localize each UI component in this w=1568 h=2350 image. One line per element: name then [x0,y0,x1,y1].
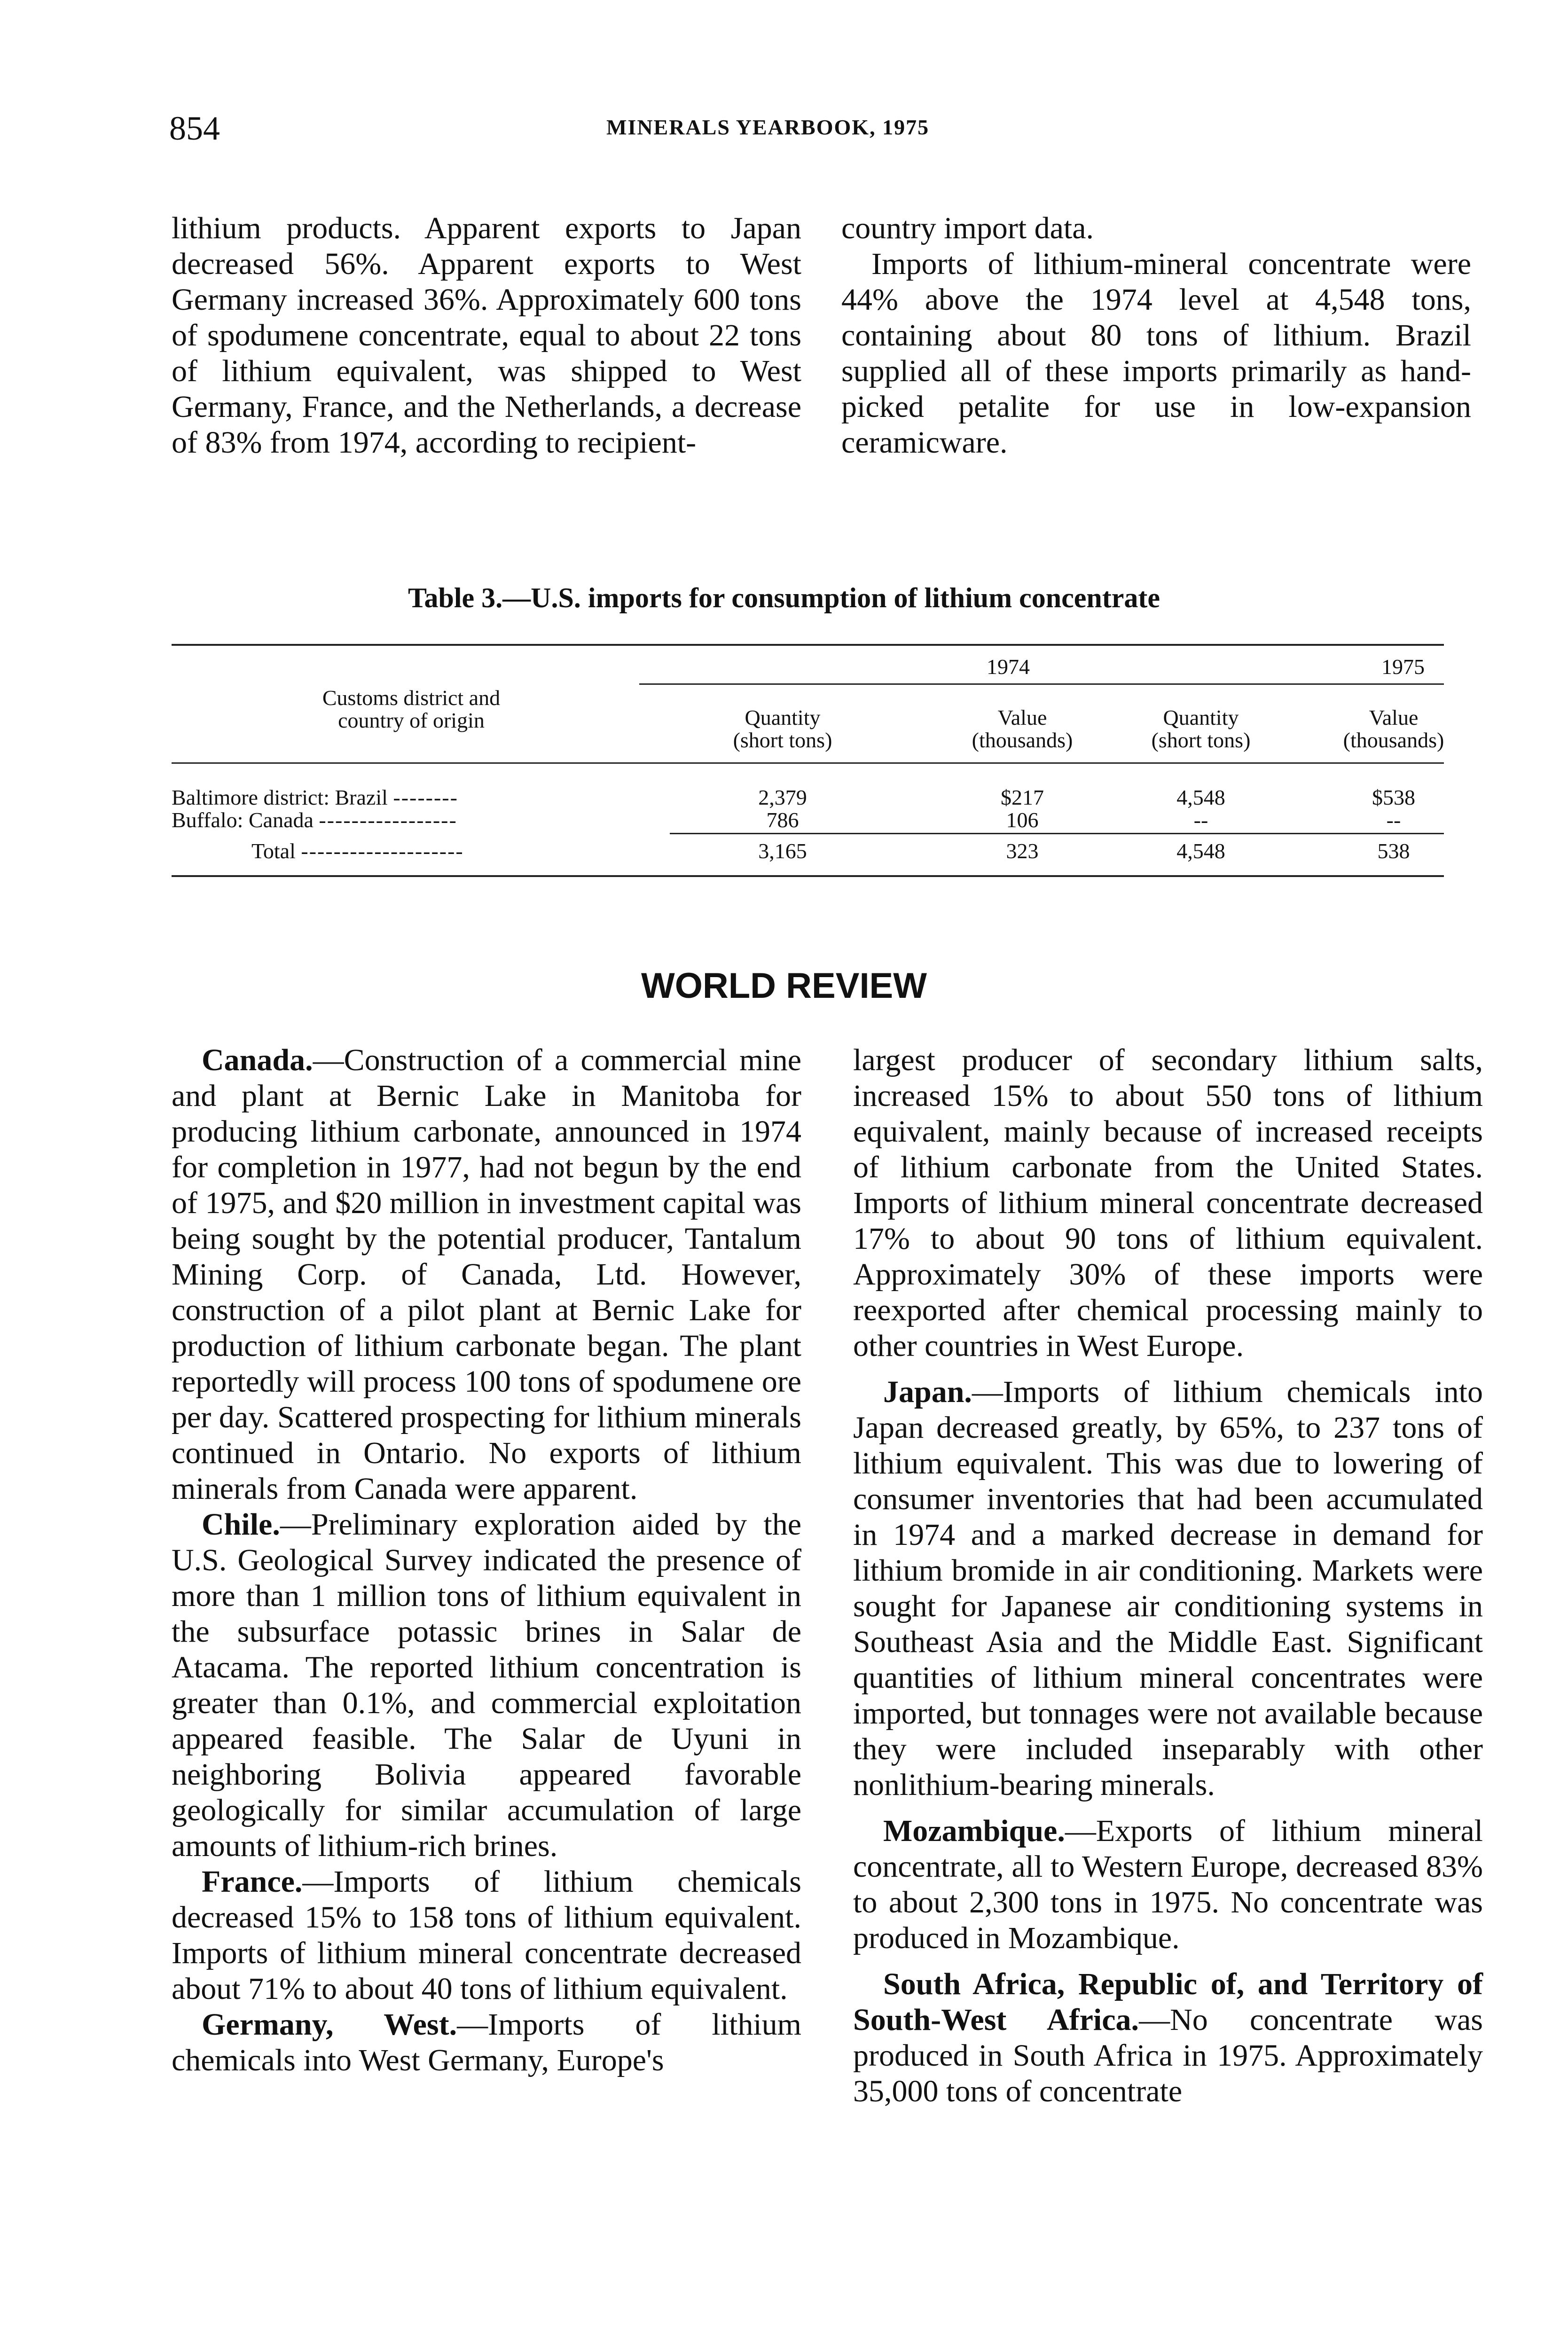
val-1975-header-line2: (thousands) [1343,728,1444,752]
paragraph-france [172,1864,801,2007]
stub-header-line1: Customs district and [322,686,501,710]
val-1975-header-line1: Value [1369,705,1419,729]
table-row [251,838,464,863]
row-label: Baltimore district: Brazil [172,785,388,809]
qty-1975-header-line1: Quantity [1163,705,1239,729]
paragraph: lithium products. Apparent exports to Japan decreased 56%. Apparent exports to West Germany increased 36%. Approximately 600 tons of spodumene concentrate, equal to about 22 tons of lithium equivalent, was shipped to West Germany, France, and the Netherlands, a decrease of 83% from 1974, according to recipient- [172,211,801,460]
table-bottom-rule [172,875,1444,877]
cell-qty-1975: -- [1193,808,1208,832]
paragraph-text: —Exports of lithium mineral concentrate, all to Western Europe, decreased 83% to about 2,300 tons in 1975. No concentrate was produced in Mozambique. [853,1814,1483,1955]
page-number: 854 [169,110,220,147]
year-1974-header: 1974 [987,655,1030,679]
paragraph-text: —No concentrate was produced in South Africa in 1975. Approximately 35,000 tons of concentrate [853,2003,1483,2108]
row-label: Buffalo: Canada [172,808,314,832]
paragraph-text: —Imports of lithium chemicals decreased 15% to 158 tons of lithium equivalent. Imports of lithium mineral concentrate decreased about 71% to about 40 tons of lithium equivalent. [172,1864,801,2006]
table-top-rule [172,644,1444,646]
cell-qty-1975: 4,548 [1176,839,1225,863]
paragraph-chile [172,1507,801,1864]
row-label: Total [251,839,296,863]
cell-val-1975: $538 [1372,785,1415,809]
lead-in: Japan. [883,1375,972,1409]
paragraph-germany [172,2007,801,2078]
qty-1974-header-line2: (short tons) [733,728,832,752]
paragraph-text: —Construction of a commercial mine and plant at Bernic Lake in Manitoba for producing lithium carbonate, announced in 1974 for completion in 1977, had not begun by the end of 1975, and $20 million in investment capital was being sought by the potential producer, Tantalum Mining Corp. of Canada, Ltd. However, construction of a pilot plant at Bernic Lake for production of lithium carbonate began. The plant reportedly will process 100 tons of spodumene ore per day. Scattered prospecting for lithium minerals continued in Ontario. No exports of lithium minerals from Canada were apparent. [172,1043,801,1506]
lead-in: Chile. [202,1507,280,1542]
paragraph-text: —Imports of lithium chemicals into West Germany, Europe's [172,2007,802,2077]
val-1974-header-line2: (thousands) [972,728,1073,752]
lead-in: Germany, West. [202,2007,457,2042]
cell-val-1975: -- [1386,808,1401,832]
top-left-column [172,211,801,461]
val-1974-header-line1: Value [997,705,1047,729]
cell-qty-1974: 3,165 [758,839,807,863]
table-row [172,807,457,832]
section-heading: WORLD REVIEW [641,966,927,1006]
header-bottom-rule [172,762,1444,764]
leader-dots: -------- [393,785,458,809]
cell-qty-1975: 4,548 [1176,785,1225,809]
paragraph-germany-continued: largest producer of secondary lithium salts, increased 15% to about 550 tons of lithium equivalent, mainly because of increased receipts of lithium carbonate from the United States. Imports of lithium mineral concentrate decreased 17% to about 90 tons of lithium equivalent. Approximately 30% of these imports were reexported after chemical processing mainly to other countries in West Europe. [853,1043,1483,1363]
table-title: Table 3.—U.S. imports for consumption of lithium concentrate [408,582,1160,613]
lead-in: France. [202,1864,303,1899]
world-review-left-column [172,1042,801,2078]
year-1975-header: 1975 [1381,655,1425,679]
data-table [172,644,1444,888]
paragraph-text: —Imports of lithium chemicals into Japan decreased greatly, by 65%, to 237 tons of lithium equivalent. This was due to lowering of consumer inventories that had been accumulated in 1974 and a marked decrease in demand for lithium bromide in air conditioning. Markets were sought for Japanese air conditioning systems in Southeast Asia and the Middle East. Significant quantities of lithium mineral concentrates were imported, but tonnages were not available because they were included inseparably with other nonlithium-bearing minerals. [853,1375,1483,1802]
paragraph: country import data. [841,211,1094,245]
paragraph: Imports of lithium-mineral concentrate were 44% above the 1974 level at 4,548 tons, containing about 80 tons of lithium. Brazil supplied all of these imports primarily as hand-picked petalite for use in low-expansion ceramicware. [841,247,1471,460]
lead-in: South Africa, Republic of, and Territory of South-West Africa. [853,1967,1483,2037]
cell-val-1975: 538 [1377,839,1410,863]
qty-1974-header-line1: Quantity [745,705,821,729]
cell-val-1974: 323 [1006,839,1039,863]
world-review-right-column [853,1042,1483,2109]
cell-qty-1974: 786 [766,808,799,832]
leader-dots: ----------------- [319,808,457,832]
lead-in: Mozambique. [883,1814,1065,1848]
year-header-rule [639,683,1444,685]
running-head: MINERALS YEARBOOK, 1975 [606,115,930,139]
table-row [172,785,458,810]
paragraph-south-africa [853,1966,1483,2109]
cell-val-1974: $217 [1001,785,1044,809]
paragraph-canada [172,1042,801,1507]
top-right-column [841,211,1471,461]
paragraph-text: —Preliminary exploration aided by the U.S. Geological Survey indicated the presence of more than 1 million tons of lithium equivalent in the subsurface potassic brines in Salar de Atacama. The reported lithium concentration is greater than 0.1%, and commercial exploitation appeared feasible. The Salar de Uyuni in neighboring Bolivia appeared favorable geologically for similar accumulation of large amounts of lithium-rich brines. [172,1507,801,1863]
total-rule [670,833,1444,834]
paragraph-mozambique [853,1813,1483,1956]
cell-qty-1974: 2,379 [758,785,807,809]
cell-val-1974: 106 [1006,808,1039,832]
qty-1975-header-line2: (short tons) [1151,728,1251,752]
leader-dots: -------------------- [301,839,464,863]
stub-header-line2: country of origin [338,708,485,732]
lead-in: Canada. [202,1043,313,1077]
paragraph-japan [853,1374,1483,1803]
